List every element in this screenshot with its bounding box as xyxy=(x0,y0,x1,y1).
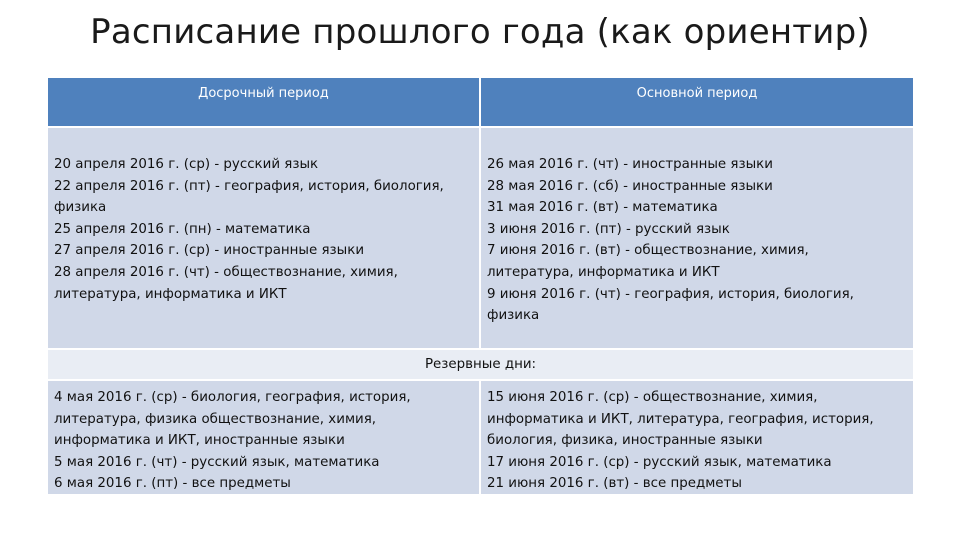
schedule-line: физика xyxy=(487,308,540,324)
page-title: Расписание прошлого года (как ориентир) xyxy=(90,12,870,52)
schedule-line: 6 мая 2016 г. (пт) - все предметы xyxy=(54,476,291,492)
reserve-main-cell xyxy=(481,381,913,494)
schedule-line: информатика и ИКТ, литература, география, история, xyxy=(487,411,874,427)
schedule-line: 28 апреля 2016 г. (чт) - обществознание, химия, xyxy=(54,264,398,280)
schedule-line: 25 апреля 2016 г. (пн) - математика xyxy=(54,221,311,237)
reserve-main-list xyxy=(481,381,913,495)
schedule-line: 22 апреля 2016 г. (пт) - география, история, биология, xyxy=(54,178,444,194)
schedule-line: литература, информатика и ИКТ xyxy=(487,264,720,280)
header-main-period xyxy=(481,78,913,126)
schedule-line: биология, физика, иностранные языки xyxy=(487,433,763,449)
main-period-cell xyxy=(481,128,913,348)
header-early-label: Досрочный период xyxy=(198,86,329,101)
schedule-line: 20 апреля 2016 г. (ср) - русский язык xyxy=(54,157,319,172)
schedule-line: 31 мая 2016 г. (вт) - математика xyxy=(487,200,718,216)
reserve-days-label: Резервные дни: xyxy=(48,350,913,379)
schedule-line: 28 мая 2016 г. (сб) - иностранные языки xyxy=(487,178,773,194)
header-early-period xyxy=(48,78,479,126)
reserve-early-cell xyxy=(48,381,479,494)
schedule-line: 4 мая 2016 г. (ср) - биология, география, история, xyxy=(54,390,411,405)
reserve-early-list xyxy=(48,381,479,495)
early-period-list xyxy=(48,128,479,305)
schedule-line: 15 июня 2016 г. (ср) - обществознание, химия, xyxy=(487,390,818,405)
early-period-cell xyxy=(48,128,479,348)
schedule-line: 9 июня 2016 г. (чт) - география, история, биология, xyxy=(487,286,854,302)
schedule-line: 17 июня 2016 г. (ср) - русский язык, математика xyxy=(487,454,832,470)
schedule-line: физика xyxy=(54,200,107,216)
schedule-line: информатика и ИКТ, иностранные языки xyxy=(54,433,345,449)
schedule-line: 27 апреля 2016 г. (ср) - иностранные языки xyxy=(54,243,365,259)
schedule-line: 5 мая 2016 г. (чт) - русский язык, математика xyxy=(54,454,380,470)
schedule-line: 7 июня 2016 г. (вт) - обществознание, химия, xyxy=(487,243,809,259)
schedule-line: 21 июня 2016 г. (вт) - все предметы xyxy=(487,476,742,492)
schedule-line: 26 мая 2016 г. (чт) - иностранные языки xyxy=(487,157,773,172)
schedule-line: литература, информатика и ИКТ xyxy=(54,286,287,302)
schedule-line: литература, физика обществознание, химия, xyxy=(54,411,377,427)
schedule-line: 3 июня 2016 г. (пт) - русский язык xyxy=(487,221,730,237)
main-period-list xyxy=(481,128,913,327)
header-main-label: Основной период xyxy=(636,86,758,101)
